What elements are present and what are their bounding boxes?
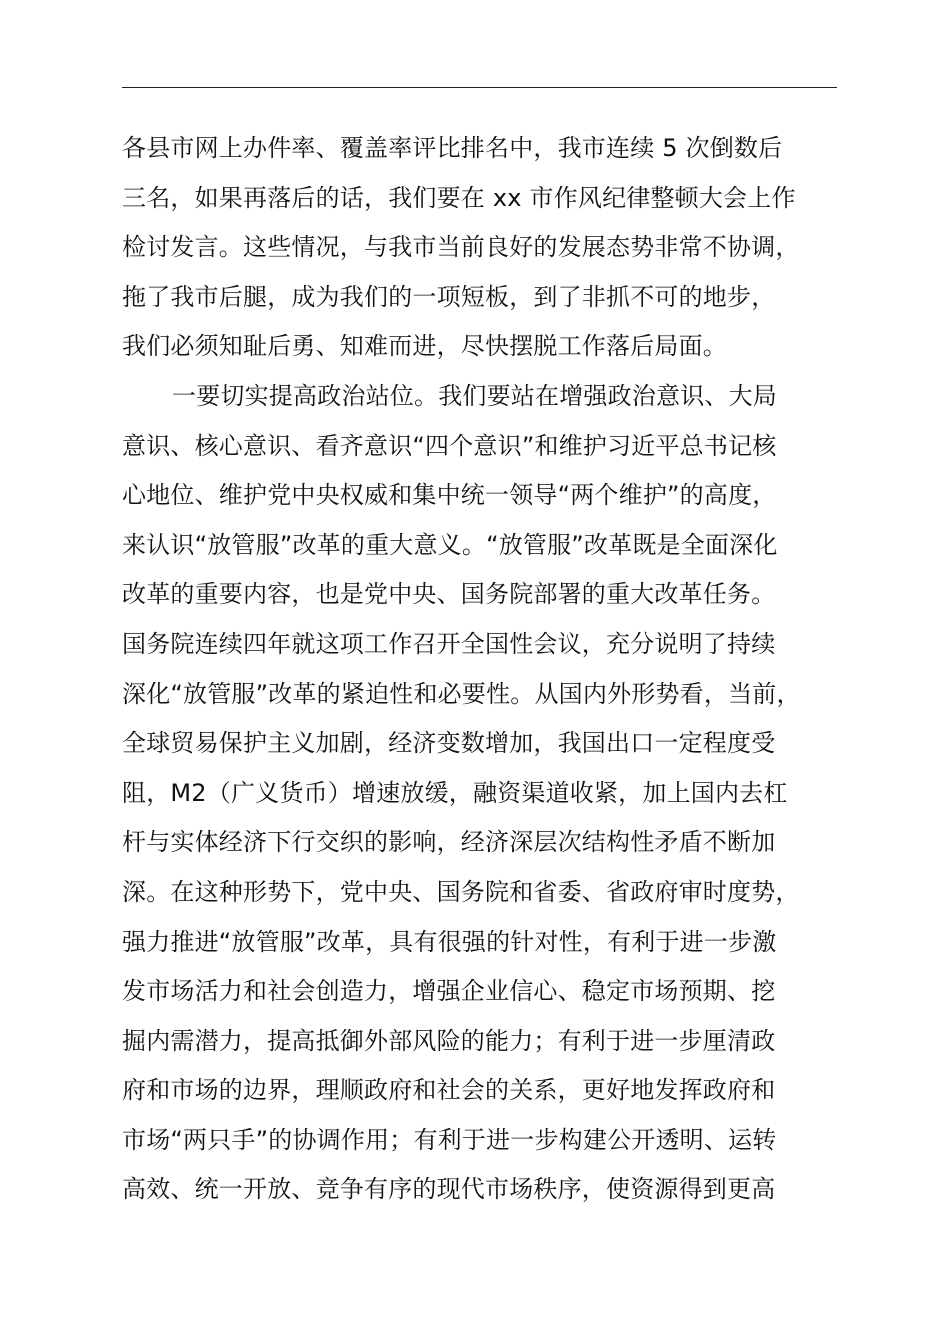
header-rule [122, 87, 837, 88]
text-line: 三名，如果再落后的话，我们要在 xx 市作风纪律整顿大会上作 [122, 183, 796, 212]
paragraph-start-line: 一要切实提高政治站位。我们要站在增强政治意识、大局 [172, 381, 777, 410]
text-line: 各县市网上办件率、覆盖率评比排名中，我市连续 5 次倒数后 [122, 134, 783, 162]
text-line: 高效、统一开放、竞争有序的现代市场秩序，使资源得到更高 [122, 1175, 776, 1204]
text-line: 市场“两只手”的协调作用；有利于进一步构建公开透明、运转 [122, 1125, 777, 1154]
text-line: 心地位、维护党中央权威和集中统一领导“两个维护”的高度， [122, 481, 777, 510]
text-line: 改革的重要内容，也是党中央、国务院部署的重大改革任务。 [122, 580, 776, 609]
text-line: 拖了我市后腿，成为我们的一项短板，到了非抓不可的地步， [122, 282, 776, 311]
text-line: 深。在这种形势下，党中央、国务院和省委、省政府审时度势， [122, 877, 800, 906]
body-text [122, 124, 862, 1215]
text-line: 强力推进“放管服”改革，具有很强的针对性，有利于进一步激 [122, 927, 777, 956]
text-line: 府和市场的边界，理顺政府和社会的关系，更好地发挥政府和 [122, 1076, 776, 1105]
text-line: 阻，M2（广义货币）增速放缓，融资渠道收紧，加上国内去杠 [122, 778, 788, 807]
text-line: 全球贸易保护主义加剧，经济变数增加，我国出口一定程度受 [122, 729, 776, 758]
text-line: 我们必须知耻后勇、知难而进，尽快摆脱工作落后局面。 [122, 332, 727, 361]
text-line: 来认识“放管服”改革的重大意义。“放管服”改革既是全面深化 [122, 530, 778, 559]
text-line: 深化“放管服”改革的紧迫性和必要性。从国内外形势看，当前， [122, 679, 801, 708]
text-line: 国务院连续四年就这项工作召开全国性会议，充分说明了持续 [122, 629, 776, 658]
text-line: 掘内需潜力，提高抵御外部风险的能力；有利于进一步厘清政 [122, 1026, 776, 1055]
text-line: 发市场活力和社会创造力，增强企业信心、稳定市场预期、挖 [122, 977, 776, 1006]
text-line: 意识、核心意识、看齐意识“四个意识”和维护习近平总书记核 [122, 431, 777, 460]
text-line: 杆与实体经济下行交织的影响，经济深层次结构性矛盾不断加 [122, 828, 776, 857]
text-line: 检讨发言。这些情况，与我市当前良好的发展态势非常不协调， [122, 233, 800, 262]
